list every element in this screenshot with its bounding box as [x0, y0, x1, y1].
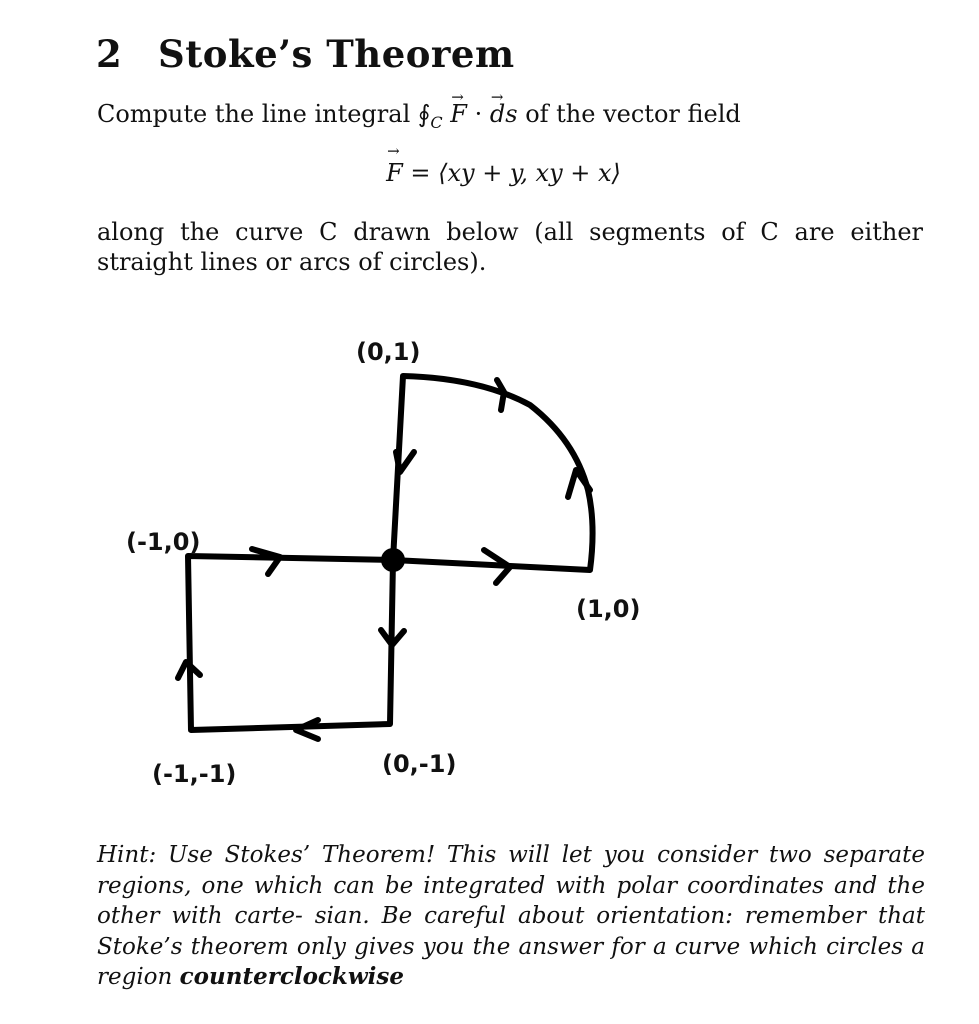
quarter-circle-path — [393, 376, 593, 570]
label-right: (1,0) — [576, 595, 641, 623]
integral-sign: ∮ — [417, 100, 431, 128]
intro-before: Compute the line integral — [97, 100, 411, 128]
origin-point — [381, 548, 405, 572]
label-top: (0,1) — [356, 338, 421, 366]
label-bottom-left: (-1,-1) — [152, 760, 237, 788]
vector-F: → F — [450, 99, 467, 129]
problem-intro — [97, 99, 923, 138]
curve-figure — [0, 300, 979, 820]
section-heading — [96, 32, 515, 76]
arrow-down-upper — [396, 452, 414, 472]
integral-subscript: C — [430, 112, 443, 132]
label-bottom-mid: (0,-1) — [382, 750, 457, 778]
equation-rhs: = ⟨xy + y, xy + x⟩ — [402, 159, 621, 187]
equation-lhs: → F — [386, 159, 403, 187]
hint-text: Hint: Use Stokes’ Theorem! This will let you consider two separate regions, one which can be integrated with polar coordinates and the other with carte- sian. Be careful about orientation: remember that Stoke’s theorem only gives you the answer for a curve which circles a region — [97, 842, 925, 990]
section-number: 2 — [96, 32, 123, 76]
hint-paragraph — [97, 840, 925, 993]
hint-emphasis: counterclockwise — [179, 963, 404, 990]
vector-field-equation — [0, 159, 979, 187]
intro-after: of the vector field — [525, 100, 741, 128]
section-title: Stoke’s Theorem — [158, 32, 515, 76]
square-path — [188, 556, 393, 730]
vector-ds: → ds — [490, 99, 518, 129]
label-left: (-1,0) — [126, 528, 201, 556]
dot-operator: · — [474, 100, 483, 128]
arrow-arc-top — [497, 380, 504, 410]
arrow-top-horizontal-left — [252, 549, 280, 574]
curve-description: along the curve C drawn below (all segments of C are either straight lines or arcs of circles). — [97, 218, 923, 276]
